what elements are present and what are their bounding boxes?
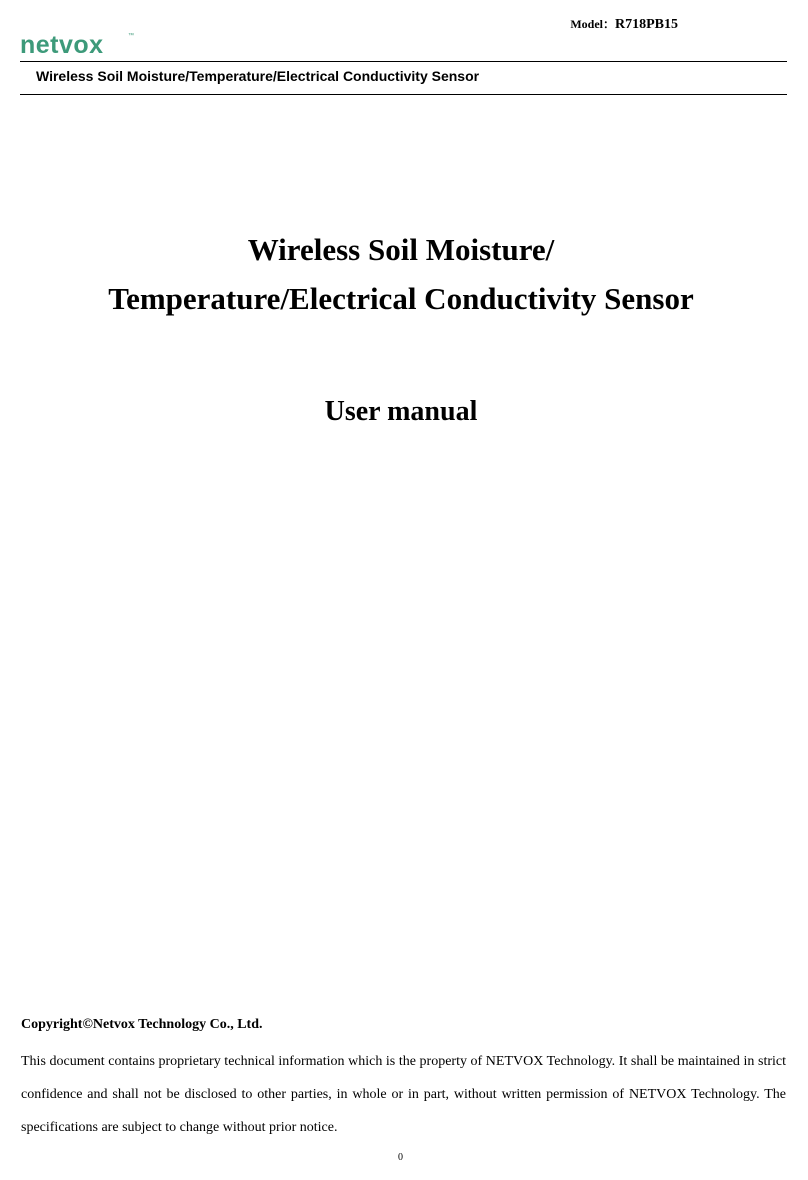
copyright-heading: Copyright©Netvox Technology Co., Ltd. (21, 1017, 263, 1032)
model-number: R718PB15 (615, 17, 678, 32)
document-title-line-1: Wireless Soil Moisture/ (247, 232, 555, 267)
model-label (570, 15, 678, 33)
model-prefix: Model： (570, 17, 615, 31)
header-divider-top (20, 61, 787, 62)
running-header-title: Wireless Soil Moisture/Temperature/Electrical Conductivity Sensor (36, 68, 480, 84)
logo-wordmark: netvox (20, 31, 104, 59)
confidentiality-notice: This document contains proprietary technical information which is the property of NETVOX Technology. It shall be maintained in strict confidence and shall not be disclosed to other parties, in whole or in part, without written permission of NETVOX Technology. The specifications are subject to change without prior notice. (21, 1054, 786, 1135)
header-divider-bottom (20, 94, 787, 95)
netvox-logo (20, 30, 134, 60)
document-title-line-2: Temperature/Electrical Conductivity Sensor (108, 281, 694, 316)
page-number: 0 (398, 1152, 403, 1163)
logo-trademark: ™ (128, 33, 134, 39)
document-subtitle: User manual (324, 396, 478, 427)
